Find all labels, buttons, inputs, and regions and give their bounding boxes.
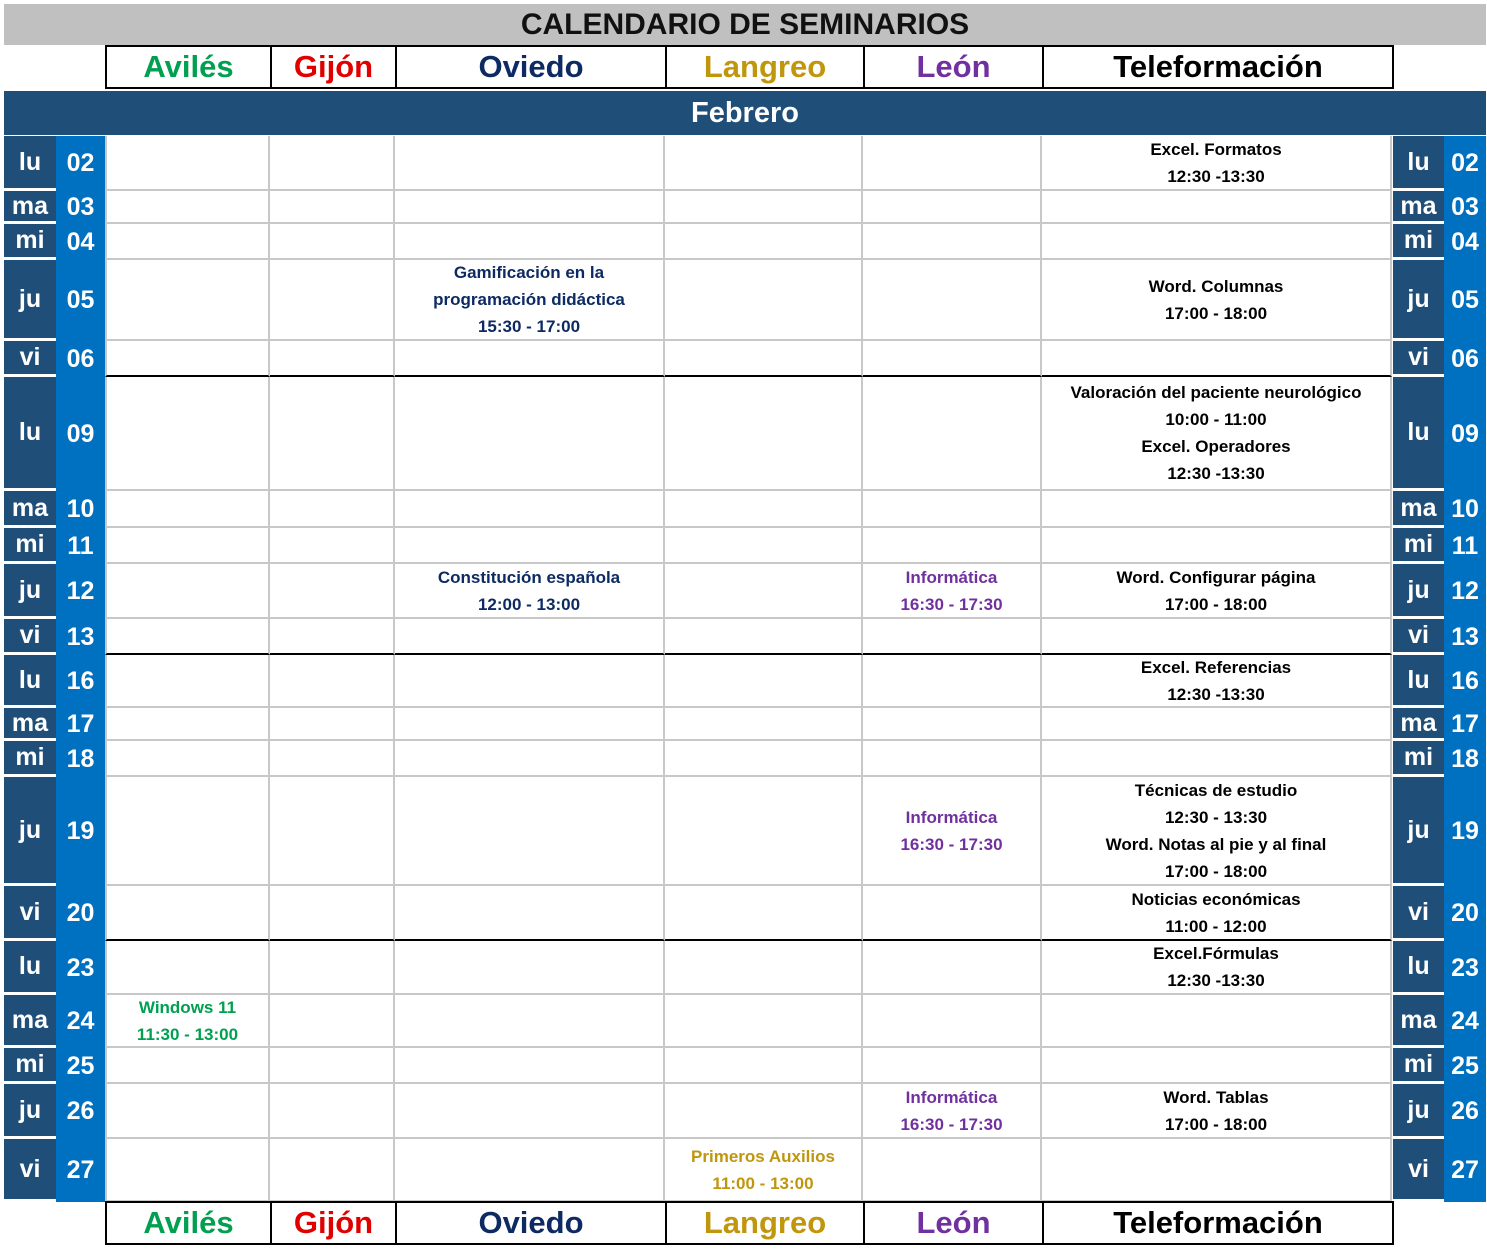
cell-gijon — [270, 1084, 395, 1139]
event-text: Excel. Operadores — [1141, 437, 1291, 456]
cell-tele — [1042, 260, 1392, 341]
day-number-left: 17 — [56, 708, 105, 741]
event-text: Excel.Fórmulas — [1153, 944, 1279, 963]
day-name-right: ju — [1393, 777, 1444, 886]
day-number-left: 10 — [56, 491, 105, 528]
event-text: Word. Configurar página — [1116, 567, 1316, 587]
event-text: Excel. Formatos — [1150, 139, 1282, 159]
event-text: 12:30 -13:30 — [1167, 684, 1265, 704]
day-name-left: ma — [4, 995, 56, 1048]
day-name-left: vi — [4, 341, 56, 377]
cell-langreo — [665, 260, 863, 341]
cell-oviedo — [395, 377, 665, 491]
day-row — [0, 1139, 1487, 1202]
event-text: 12:30 -13:30 — [1167, 464, 1265, 483]
cell-oviedo — [395, 886, 665, 941]
cell-aviles — [105, 528, 270, 564]
day-number-left: 03 — [56, 191, 105, 224]
cell-gijon — [270, 886, 395, 941]
event-text: 17:00 - 18:00 — [1164, 594, 1268, 614]
day-name-left: ju — [4, 564, 56, 619]
day-name-right: ju — [1393, 1084, 1444, 1139]
day-number-left: 23 — [56, 941, 105, 995]
footer-city-gijon: Gijón — [270, 1201, 397, 1245]
cell-tele — [1042, 741, 1392, 777]
event-text: 16:30 - 17:30 — [900, 594, 1003, 614]
event-text: 12:30 -13:30 — [1167, 166, 1265, 186]
cell-aviles — [105, 136, 270, 191]
city-header-top — [0, 45, 1487, 91]
day-row — [0, 655, 1487, 708]
event-text: 10:00 - 11:00 — [1165, 410, 1267, 429]
day-number-left: 19 — [56, 777, 105, 886]
city-header-bottom — [0, 1201, 1487, 1247]
cell-aviles — [105, 377, 270, 491]
footer-city-leon: León — [863, 1201, 1044, 1245]
month-header: Febrero — [4, 91, 1486, 135]
cell-langreo — [665, 224, 863, 260]
cell-aviles — [105, 708, 270, 741]
day-number-right: 05 — [1444, 260, 1486, 341]
cell-leon — [863, 741, 1042, 777]
cell-aviles — [105, 941, 270, 995]
cell-langreo — [665, 741, 863, 777]
event-text: Word. Notas al pie y al final — [1105, 834, 1327, 854]
cell-tele — [1042, 491, 1392, 528]
cell-oviedo — [395, 260, 665, 341]
day-name-left: lu — [4, 136, 56, 191]
day-row — [0, 741, 1487, 777]
cell-aviles — [105, 564, 270, 619]
header-city-leon: León — [863, 45, 1044, 89]
cell-oviedo — [395, 777, 665, 886]
cell-aviles — [105, 619, 270, 655]
cell-aviles — [105, 886, 270, 941]
day-number-right: 26 — [1444, 1084, 1486, 1139]
cell-oviedo — [395, 1084, 665, 1139]
event-text: Primeros Auxilios — [691, 1146, 835, 1166]
cell-tele — [1042, 564, 1392, 619]
cell-tele — [1042, 708, 1392, 741]
cell-gijon — [270, 491, 395, 528]
day-row — [0, 708, 1487, 741]
day-name-left: mi — [4, 1048, 56, 1084]
cell-leon — [863, 1048, 1042, 1084]
event-text: Técnicas de estudio — [1134, 780, 1298, 800]
cell-langreo — [665, 191, 863, 224]
event-text: 17:00 - 18:00 — [1164, 1114, 1268, 1134]
day-number-right: 04 — [1444, 224, 1486, 260]
event-text: 12:30 -13:30 — [1167, 971, 1265, 990]
cell-leon — [863, 224, 1042, 260]
day-number-right: 03 — [1444, 191, 1486, 224]
cell-leon — [863, 886, 1042, 941]
cell-aviles — [105, 1139, 270, 1202]
footer-city-aviles: Avilés — [105, 1201, 272, 1245]
day-number-right: 12 — [1444, 564, 1486, 619]
cell-langreo — [665, 1084, 863, 1139]
cell-oviedo — [395, 741, 665, 777]
cell-gijon — [270, 136, 395, 191]
day-row — [0, 1048, 1487, 1084]
day-name-right: lu — [1393, 377, 1444, 491]
cell-tele — [1042, 1139, 1392, 1202]
day-number-right: 23 — [1444, 941, 1486, 995]
day-name-right: ma — [1393, 191, 1444, 224]
day-name-left: lu — [4, 941, 56, 995]
day-number-right: 10 — [1444, 491, 1486, 528]
day-number-right: 18 — [1444, 741, 1486, 777]
event-text: Gamificación en la — [453, 263, 605, 282]
cell-leon — [863, 191, 1042, 224]
cell-langreo — [665, 886, 863, 941]
cell-oviedo — [395, 1048, 665, 1084]
cell-oviedo — [395, 341, 665, 377]
day-number-right: 13 — [1444, 619, 1486, 655]
day-number-right: 11 — [1444, 528, 1486, 564]
day-name-left: vi — [4, 886, 56, 941]
day-row — [0, 528, 1487, 564]
cell-tele — [1042, 619, 1392, 655]
cell-oviedo — [395, 941, 665, 995]
cell-langreo — [665, 341, 863, 377]
cell-tele — [1042, 1084, 1392, 1139]
cell-leon — [863, 777, 1042, 886]
cell-tele — [1042, 136, 1392, 191]
event-text: Word. Tablas — [1163, 1087, 1269, 1107]
cell-oviedo — [395, 564, 665, 619]
cell-aviles — [105, 1048, 270, 1084]
day-name-right: ju — [1393, 564, 1444, 619]
event-text: Informática — [905, 567, 998, 587]
cell-oviedo — [395, 619, 665, 655]
cell-langreo — [665, 655, 863, 708]
cell-langreo — [665, 995, 863, 1048]
cell-leon — [863, 619, 1042, 655]
event-text: 15:30 - 17:00 — [477, 317, 581, 336]
day-row — [0, 341, 1487, 377]
day-name-left: lu — [4, 655, 56, 708]
cell-gijon — [270, 1139, 395, 1202]
cell-aviles — [105, 191, 270, 224]
cell-aviles — [105, 741, 270, 777]
day-number-left: 12 — [56, 564, 105, 619]
event-text: 12:00 - 13:00 — [477, 594, 581, 614]
day-number-right: 25 — [1444, 1048, 1486, 1084]
day-row — [0, 136, 1487, 191]
day-number-right: 17 — [1444, 708, 1486, 741]
day-name-right: mi — [1393, 528, 1444, 564]
day-number-left: 05 — [56, 260, 105, 341]
cell-leon — [863, 341, 1042, 377]
day-name-left: ma — [4, 708, 56, 741]
day-number-right: 16 — [1444, 655, 1486, 708]
footer-city-langreo: Langreo — [665, 1201, 865, 1245]
day-row — [0, 377, 1487, 491]
cell-oviedo — [395, 136, 665, 191]
cell-gijon — [270, 260, 395, 341]
cell-tele — [1042, 341, 1392, 377]
cell-gijon — [270, 655, 395, 708]
footer-city-oviedo: Oviedo — [395, 1201, 667, 1245]
cell-leon — [863, 491, 1042, 528]
cell-aviles — [105, 655, 270, 708]
cell-gijon — [270, 191, 395, 224]
day-name-right: lu — [1393, 655, 1444, 708]
cell-oviedo — [395, 528, 665, 564]
cell-gijon — [270, 1048, 395, 1084]
day-row — [0, 1084, 1487, 1139]
day-number-right: 06 — [1444, 341, 1486, 377]
cell-gijon — [270, 341, 395, 377]
event-text: 17:00 - 18:00 — [1164, 303, 1268, 323]
day-name-right: lu — [1393, 941, 1444, 995]
day-number-right: 20 — [1444, 886, 1486, 941]
cell-langreo — [665, 377, 863, 491]
day-row — [0, 886, 1487, 941]
day-number-left: 24 — [56, 995, 105, 1048]
cell-leon — [863, 528, 1042, 564]
event-text: Noticias económicas — [1131, 889, 1301, 909]
day-number-right: 27 — [1444, 1139, 1486, 1202]
cell-gijon — [270, 941, 395, 995]
day-name-left: vi — [4, 619, 56, 655]
day-name-right: vi — [1393, 886, 1444, 941]
day-name-left: ju — [4, 777, 56, 886]
cell-oviedo — [395, 995, 665, 1048]
cell-aviles — [105, 491, 270, 528]
day-name-left: ma — [4, 491, 56, 528]
cell-aviles — [105, 1084, 270, 1139]
day-number-left: 11 — [56, 528, 105, 564]
cell-leon — [863, 1084, 1042, 1139]
day-row — [0, 260, 1487, 341]
cell-oviedo — [395, 1139, 665, 1202]
event-text: Informática — [905, 807, 998, 827]
cell-aviles — [105, 224, 270, 260]
cell-langreo — [665, 777, 863, 886]
event-text: Excel. Referencias — [1140, 657, 1292, 677]
day-name-right: ma — [1393, 708, 1444, 741]
cell-gijon — [270, 741, 395, 777]
day-name-left: ju — [4, 1084, 56, 1139]
cell-langreo — [665, 528, 863, 564]
cell-oviedo — [395, 491, 665, 528]
day-name-left: ma — [4, 191, 56, 224]
cell-tele — [1042, 995, 1392, 1048]
cell-oviedo — [395, 655, 665, 708]
header-city-gijon: Gijón — [270, 45, 397, 89]
cell-gijon — [270, 377, 395, 491]
day-number-left: 26 — [56, 1084, 105, 1139]
day-name-left: lu — [4, 377, 56, 491]
footer-city-tele: Teleformación — [1042, 1201, 1394, 1245]
cell-leon — [863, 941, 1042, 995]
day-number-right: 19 — [1444, 777, 1486, 886]
day-row — [0, 564, 1487, 619]
day-name-right: vi — [1393, 1139, 1444, 1202]
day-name-right: ju — [1393, 260, 1444, 341]
day-number-right: 24 — [1444, 995, 1486, 1048]
day-number-left: 20 — [56, 886, 105, 941]
day-row — [0, 941, 1487, 995]
cell-langreo — [665, 941, 863, 995]
header-city-oviedo: Oviedo — [395, 45, 667, 89]
day-number-left: 27 — [56, 1139, 105, 1202]
day-name-right: vi — [1393, 619, 1444, 655]
cell-leon — [863, 136, 1042, 191]
cell-gijon — [270, 224, 395, 260]
day-row — [0, 619, 1487, 655]
event-text: 17:00 - 18:00 — [1164, 861, 1268, 881]
cell-oviedo — [395, 191, 665, 224]
event-text: Informática — [905, 1087, 998, 1107]
day-name-left: vi — [4, 1139, 56, 1202]
day-name-right: mi — [1393, 741, 1444, 777]
day-row — [0, 995, 1487, 1048]
cell-aviles — [105, 995, 270, 1048]
cell-tele — [1042, 1048, 1392, 1084]
day-name-left: mi — [4, 224, 56, 260]
cell-leon — [863, 377, 1042, 491]
cell-oviedo — [395, 708, 665, 741]
cell-langreo — [665, 491, 863, 528]
page-title: CALENDARIO DE SEMINARIOS — [4, 4, 1486, 45]
day-number-left: 18 — [56, 741, 105, 777]
cell-leon — [863, 655, 1042, 708]
header-city-aviles: Avilés — [105, 45, 272, 89]
cell-gijon — [270, 995, 395, 1048]
day-name-right: ma — [1393, 995, 1444, 1048]
cell-tele — [1042, 224, 1392, 260]
day-row — [0, 491, 1487, 528]
event-text: Valoración del paciente neurológico — [1070, 383, 1362, 402]
cell-tele — [1042, 528, 1392, 564]
day-row — [0, 191, 1487, 224]
cell-aviles — [105, 260, 270, 341]
cell-langreo — [665, 136, 863, 191]
cell-leon — [863, 708, 1042, 741]
cell-tele — [1042, 191, 1392, 224]
event-text: 11:00 - 13:00 — [712, 1173, 814, 1193]
calendar-grid — [0, 136, 1487, 1202]
day-row — [0, 224, 1487, 260]
day-name-left: mi — [4, 528, 56, 564]
cell-langreo — [665, 1048, 863, 1084]
event-text: 11:30 - 13:00 — [136, 1024, 239, 1044]
day-name-right: mi — [1393, 224, 1444, 260]
day-name-left: mi — [4, 741, 56, 777]
day-number-right: 09 — [1444, 377, 1486, 491]
day-name-right: lu — [1393, 136, 1444, 191]
cell-aviles — [105, 777, 270, 886]
cell-langreo — [665, 564, 863, 619]
cell-gijon — [270, 708, 395, 741]
cell-tele — [1042, 886, 1392, 941]
event-text: 16:30 - 17:30 — [900, 834, 1003, 854]
event-text: 11:00 - 12:00 — [1165, 916, 1267, 936]
cell-tele — [1042, 655, 1392, 708]
day-name-right: ma — [1393, 491, 1444, 528]
day-number-left: 02 — [56, 136, 105, 191]
event-text: Windows 11 — [138, 997, 237, 1017]
header-city-langreo: Langreo — [665, 45, 865, 89]
cell-tele — [1042, 377, 1392, 491]
event-text: 16:30 - 17:30 — [900, 1114, 1003, 1134]
day-number-left: 13 — [56, 619, 105, 655]
cell-leon — [863, 260, 1042, 341]
cell-gijon — [270, 528, 395, 564]
event-text: programación didáctica — [433, 290, 625, 309]
cell-gijon — [270, 777, 395, 886]
day-name-right: mi — [1393, 1048, 1444, 1084]
day-number-left: 04 — [56, 224, 105, 260]
cell-langreo — [665, 619, 863, 655]
cell-tele — [1042, 941, 1392, 995]
day-number-left: 09 — [56, 377, 105, 491]
cell-leon — [863, 1139, 1042, 1202]
cell-leon — [863, 995, 1042, 1048]
event-text: Word. Columnas — [1148, 276, 1284, 296]
event-text: 12:30 - 13:30 — [1164, 807, 1268, 827]
cell-oviedo — [395, 224, 665, 260]
cell-leon — [863, 564, 1042, 619]
day-name-left: ju — [4, 260, 56, 341]
day-number-left: 06 — [56, 341, 105, 377]
header-city-tele: Teleformación — [1042, 45, 1394, 89]
cell-langreo — [665, 1139, 863, 1202]
day-name-right: vi — [1393, 341, 1444, 377]
cell-langreo — [665, 708, 863, 741]
day-number-right: 02 — [1444, 136, 1486, 191]
day-number-left: 16 — [56, 655, 105, 708]
day-number-left: 25 — [56, 1048, 105, 1084]
day-row — [0, 777, 1487, 886]
event-text: Constitución española — [437, 567, 621, 587]
cell-tele — [1042, 777, 1392, 886]
cell-gijon — [270, 564, 395, 619]
cell-gijon — [270, 619, 395, 655]
cell-aviles — [105, 341, 270, 377]
